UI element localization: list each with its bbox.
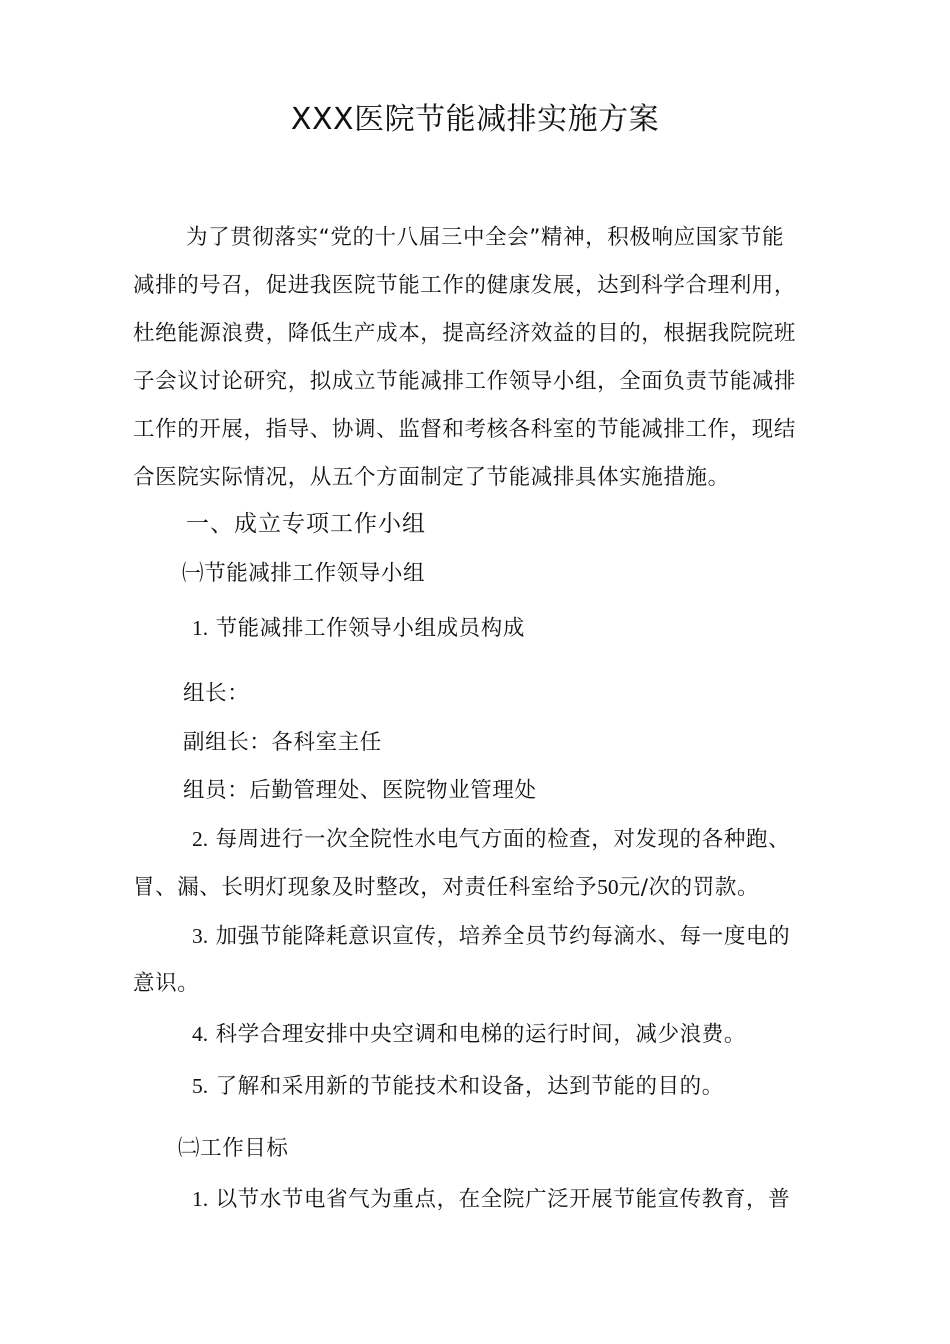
- item-4-text: 科学合理安排中央空调和电梯的运行时间，减少浪费。: [215, 1022, 746, 1047]
- item-5-text: 了解和采用新的节能技术和设备，达到节能的目的。: [215, 1074, 724, 1099]
- goal-1-text: 以节水节电省气为重点，在全院广泛开展节能宣传教育，普: [215, 1187, 791, 1212]
- item-3-line-1: [192, 912, 912, 961]
- subsection-1-heading: ㈠节能减排工作领导小组: [182, 561, 426, 586]
- intro-line-4: 子会议讨论研究，拟成立节能减排工作领导小组，全面负责节能减排: [133, 369, 797, 394]
- deputy-line: 副组长：各科室主任: [183, 730, 382, 755]
- subsection-2-heading: ㈡工作目标: [178, 1136, 289, 1161]
- item-5: [192, 1062, 912, 1111]
- intro-line-3: 杜绝能源浪费，降低生产成本，提高经济效益的目的，根据我院院班: [133, 321, 797, 346]
- intro-line-2: 减排的号召，促进我医院节能工作的健康发展，达到科学合理利用，: [133, 273, 797, 298]
- goal-1: [192, 1175, 912, 1224]
- leader-label: 组长：: [183, 681, 250, 706]
- section-1-heading: 一、成立专项工作小组: [186, 511, 426, 537]
- intro-line-6: 合医院实际情况，从五个方面制定了节能减排具体实施措施。: [133, 465, 730, 490]
- item-1-text: 节能减排工作领导小组成员构成: [215, 616, 525, 641]
- item-4: [192, 1010, 912, 1059]
- fine-amount: 50: [597, 875, 619, 899]
- item-2-number: 2.: [192, 827, 209, 851]
- item-4-number: 4.: [192, 1022, 209, 1046]
- intro-line-5: 工作的开展，指导、协调、监督和考核各科室的节能减排工作，现结: [133, 417, 797, 442]
- item-1: [192, 604, 912, 653]
- item-1-number: 1.: [192, 616, 209, 640]
- document-title: XXX医院节能减排实施方案: [290, 102, 660, 137]
- item-3-line-2: 意识。: [133, 971, 200, 996]
- goal-1-number: 1.: [192, 1187, 209, 1211]
- item-3-text-1: 加强节能降耗意识宣传，培养全员节约每滴水、每一度电的: [215, 924, 791, 949]
- item-5-number: 5.: [192, 1074, 209, 1098]
- intro-line-1: 为了贯彻落实“党的十八届三中全会”精神，积极响应国家节能: [186, 225, 785, 250]
- item-2-text-1: 每周进行一次全院性水电气方面的检查，对发现的各种跑、: [215, 827, 791, 852]
- item-3-number: 3.: [192, 924, 209, 948]
- item-2-line-2: [133, 863, 853, 912]
- item-2-text-2a: 冒、漏、长明灯现象及时整改，对责任科室给予: [133, 875, 598, 900]
- item-2-text-2b: 元/次的罚款。: [618, 875, 760, 900]
- members-line: 组员：后勤管理处、医院物业管理处: [183, 778, 537, 803]
- item-2-line-1: [192, 815, 912, 864]
